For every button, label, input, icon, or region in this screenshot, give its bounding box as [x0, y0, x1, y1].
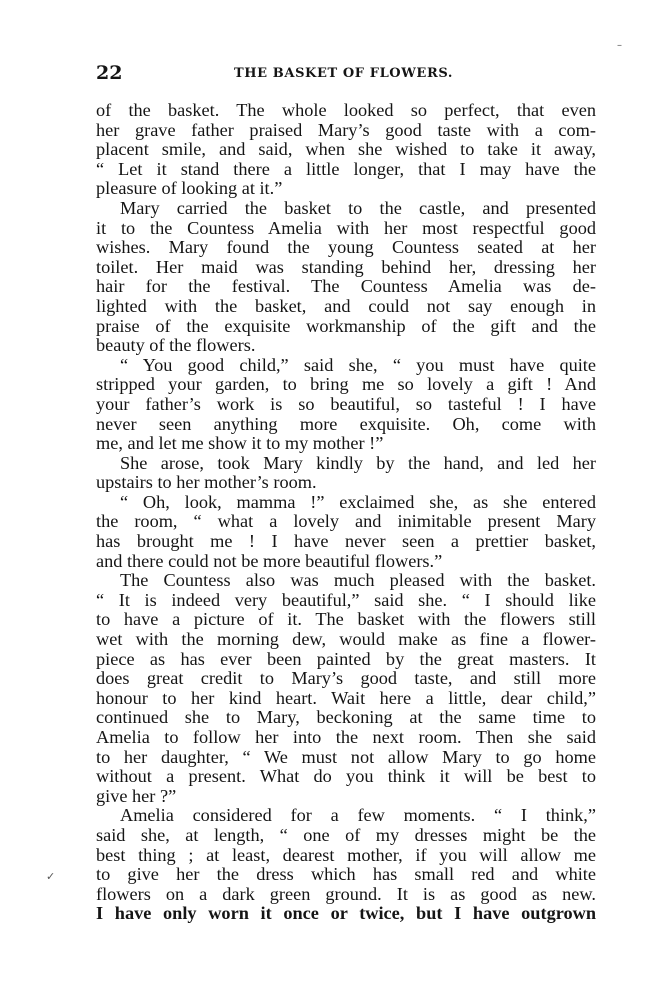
text-line: best thing ; at least, dearest mother, if you will allow me [96, 844, 596, 865]
text-line: She arose, took Mary kindly by the hand, and led her [120, 452, 596, 473]
text-line: “ It is indeed very beautiful,” said she. “ I should like [96, 589, 596, 610]
text-line: her grave father praised Mary’s good taste with a com- [96, 119, 596, 140]
text-line: lighted with the basket, and could not say enough in [96, 295, 596, 316]
text-line: “ Oh, look, mamma !” exclaimed she, as she entered [120, 491, 596, 512]
text-line: upstairs to her mother’s room. [96, 472, 317, 493]
text-line: toilet. Her maid was standing behind her, dressing her [96, 256, 596, 277]
text-line: and there could not be more beautiful flowers.” [96, 550, 443, 571]
text-line: said she, at length, “ one of my dresses might be the [96, 824, 596, 845]
text-line: wet with the morning dew, would make as fine a flower- [96, 629, 596, 650]
text-line: it to the Countess Amelia with her most respectful good [96, 217, 596, 238]
text-line: placent smile, and said, when she wished to take it away, [96, 139, 596, 160]
text-line: “ Let it stand there a little longer, that I may have the [96, 158, 596, 179]
running-title: THE BASKET OF FLOWERS. [234, 66, 453, 81]
text-line: stripped your garden, to bring me so lovely a gift ! And [96, 374, 596, 395]
text-line: to have a picture of it. The basket with the flowers still [96, 609, 596, 630]
text-line: wishes. Mary found the young Countess seated at her [96, 237, 596, 258]
text-line: pleasure of looking at it.” [96, 178, 283, 199]
text-line: of the basket. The whole looked so perfect, that even [96, 100, 596, 120]
text-line: does great credit to Mary’s good taste, and still more [96, 668, 596, 689]
page-number: 22 [96, 62, 123, 84]
text-line: without a present. What do you think it will be best to [96, 766, 596, 787]
text-line: me, and let me show it to my mother !” [96, 433, 384, 454]
text-line: praise of the exquisite workmanship of the gift and the [96, 315, 596, 336]
text-line: Amelia to follow her into the next room. Then she said [96, 727, 596, 747]
text-line: honour to her kind heart. Wait here a little, dear child,” [96, 687, 596, 708]
text-line: hair for the festival. The Countess Amelia was de- [96, 276, 596, 297]
text-line: Amelia considered for a few moments. “ I think,” [120, 805, 596, 826]
text-line: piece as has ever been painted by the great masters. It [96, 648, 596, 669]
text-line: I have only worn it once or twice, but I have outgrown [96, 903, 596, 924]
text-line: to her daughter, “ We must not allow Mary to go home [96, 746, 596, 767]
margin-tick-mark: ✓ [46, 870, 56, 883]
margin-dash-mark: – [617, 40, 622, 51]
text-line: beauty of the flowers. [96, 335, 256, 356]
body-text [96, 101, 596, 924]
text-line: “ You good child,” said she, “ you must have quite [120, 354, 596, 375]
text-line: has brought me ! I have never seen a prettier basket, [96, 531, 596, 552]
text-line: Mary carried the basket to the castle, and presented [120, 197, 596, 218]
text-line: The Countess also was much pleased with the basket. [120, 570, 596, 591]
text-line: never seen anything more exquisite. Oh, come with [96, 413, 596, 434]
text-line: flowers on a dark green ground. It is as good as new. [96, 883, 596, 904]
text-line: the room, “ what a lovely and inimitable present Mary [96, 511, 596, 532]
text-line: your father’s work is so beautiful, so tasteful ! I have [96, 393, 596, 414]
text-line: to give her the dress which has small red and white [96, 864, 596, 885]
text-line: continued she to Mary, beckoning at the same time to [96, 707, 596, 728]
text-line: give her ?” [96, 785, 177, 806]
